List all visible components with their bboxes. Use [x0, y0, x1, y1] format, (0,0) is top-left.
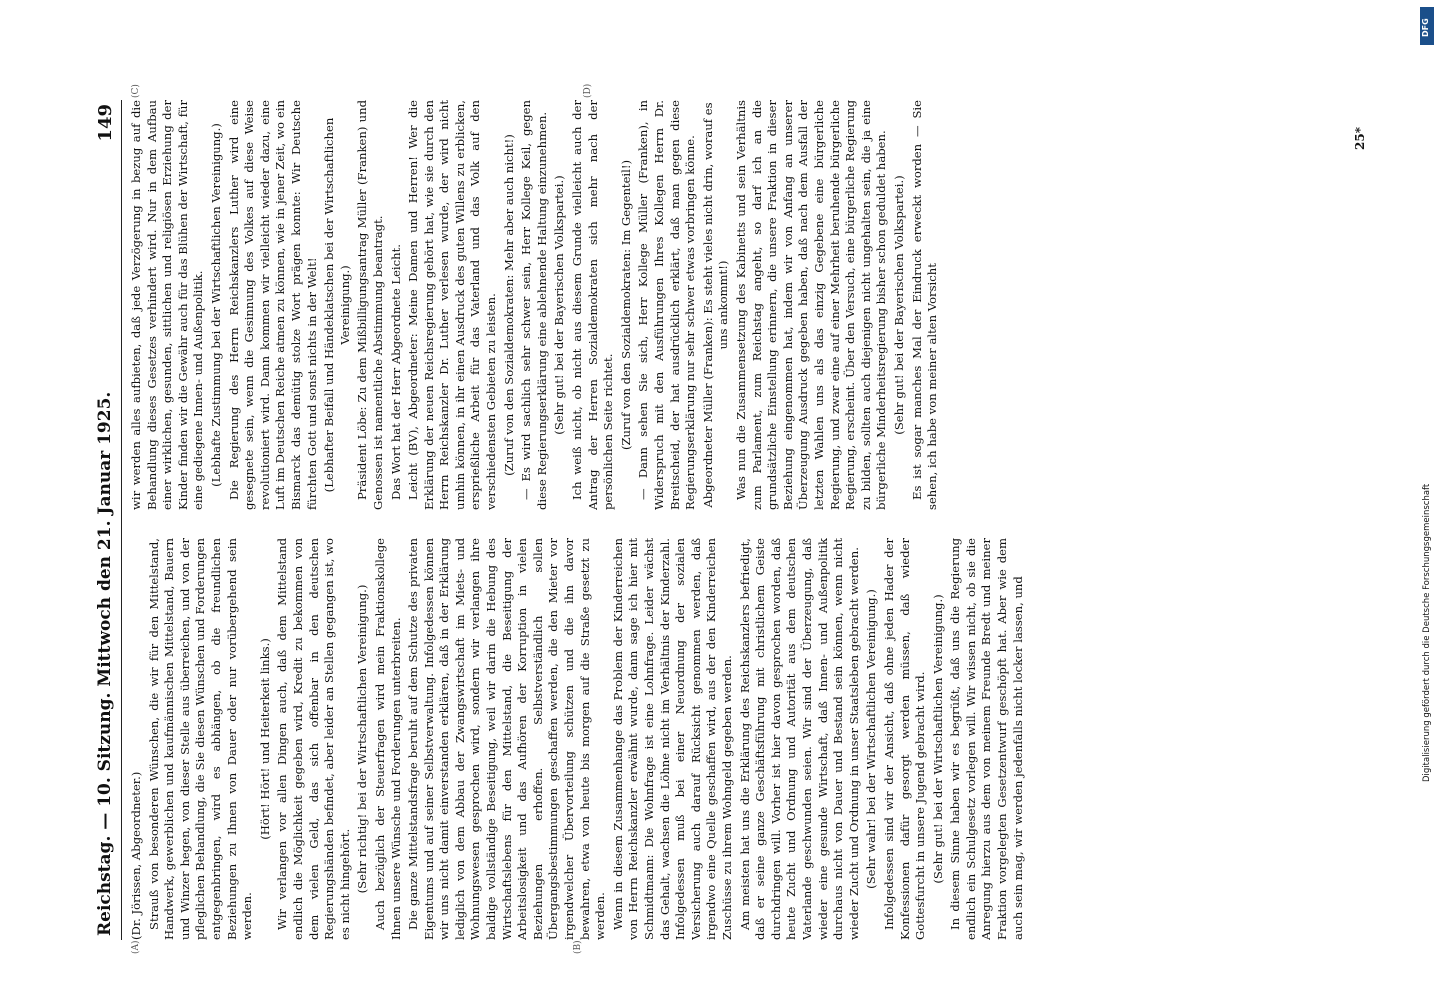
signature-mark: 25* [1353, 127, 1367, 150]
paragraph: Infolgedessen sind wir der Ansicht, daß ohne jeden Hader der Konfessionen dafür gesorgt werden müssen, daß wieder Gottesfurcht in unsere Jugend gebracht wird. [881, 538, 928, 940]
dfg-logo-text: DFG [1421, 18, 1430, 37]
paragraph: — Es wird sachlich sehr schwer sein, Herr Kollege Keil, gegen diese Regierungserklärung eine ablehnende Haltung einzunehmen. [519, 100, 549, 510]
interjection: (Sehr gut! bei der Bayerischen Volkspartei.) [552, 175, 567, 435]
speaker-line: (Dr. Jörissen, Abgeordneter.) [129, 771, 143, 940]
paragraph: Die Regierung des Herrn Reichskanzlers Luther wird eine gesegnete sein, wenn die Gesinnung des Volkes auf diese Weise revolutioniert wird. Dann kommen wir vielleicht wieder dazu, eine Luft im Deutschen Reiche atmen zu können, wie in jener Zeit, wo ein Bismarck das demütig stolze Wort prägen konnte: Wir Deutsche fürchten Gott und sonst nichts in der Welt! [226, 100, 319, 510]
president-statement: Präsident Löbe: Zu dem Mißbilligungsantrag Müller (Franken) und Genossen ist namentliche Abstimmung beantragt. [355, 100, 385, 510]
rotated-page-content [95, 83, 1385, 954]
paragraph: Was nun die Zusammensetzung des Kabinetts und sein Verhältnis zum Parlament, zum Reichstag angeht, so darf ich an die grundsätzliche Einstellung erinnern, die unsere Fraktion in dieser Beziehung eingenommen hat, indem wir von Anfang an unserer Überzeugung Ausdruck gegeben haben, daß nach dem Ausfall der letzten Wahlen uns als das einzig Gegebene eine bürgerliche Regierung, und zwar eine auf einer Mehrheit beruhende bürgerliche Regierung, erscheint. Über den Versuch, eine bürgerliche Regierung zu bilden, sollten auch diejenigen nicht ungehalten sein, die ja eine bürgerliche Minderheitsregierung bisher schon geduldet haben. [733, 100, 889, 510]
paragraph: Strauß von besonderen Wünschen, die wir für den Mittelstand, Handwerk, gewerblichen und kaufmännischen Mittelstand, Bauern und Winzer hegen, von dieser Stelle aus überreichen, und von der pfleglichen Behandlung, die Sie diesen Wünschen und Forderungen entgegenbringen, wird es abhängen, ob die freundlichen Beziehungen zu Ihnen von Dauer oder nur vorübergehend sein werden. [146, 538, 255, 940]
interjection: (Sehr wahr! bei der Wirtschaftlichen Vereinigung.) [864, 589, 879, 889]
text-column-left [129, 538, 1369, 940]
digitization-credit: Digitalisierung gefördert durch die Deutsche Forschungsgemeinschaft [1422, 483, 1432, 782]
paragraph: Wir verlangen vor allen Dingen auch, daß dem Mittelstand endlich die Möglichkeit gegeben wird, Kredit zu bekommen von dem vielen Geld, das sich offenbar in den deutschen Regierungshänden befindet, aber leider an Stellen gegangen ist, wo es nicht hingehört. [275, 538, 352, 940]
paragraph: Es ist sogar manches Mal der Eindruck erweckt worden — Sie sehen, ich habe von meiner alten Vorsicht [909, 100, 940, 510]
interjection: (Sehr gut! bei der Wirtschaftlichen Vereinigung.) [930, 594, 945, 884]
paragraph: Am meisten hat uns die Erklärung des Reichskanzlers befriedigt, daß er seine ganze Geschäftsführung mit christlichem Geiste durchdringen will. Vorher ist hier davon gesprochen worden, daß heute Zucht und Ordnung und Autorität aus dem deutschen Vaterlande geschwunden seien. Wir sind der Überzeugung, daß wieder eine gesunde Wirtschaft, daß Innen- und Außenpolitik durchaus nicht von Dauer und Bestand sein können, wenn nicht wieder Zucht und Ordnung in unser Staatsleben gebracht werden. [737, 538, 861, 940]
interjection: (Lebhafter Beifall und Händeklatschen bei der Wirtschaftlichen Vereinigung.) [322, 117, 352, 493]
paragraph: Ich weiß nicht, ob nicht aus diesem Grunde vielleicht auch der Antrag der Herren Sozialdemokraten sich mehr nach der persönlichen Seite richtet. [570, 100, 616, 510]
paragraph: wir werden alles aufbieten, daß jede Verzögerung in bezug auf die Behandlung dieses Gesetzes verhindert wird. Nur in dem Aufbau einer wirklichen, gesunden, sittlichen und religiösen Erziehung der Kinder finden wir die Gewähr auch für das Blühen der Wirtschaft, für eine gediegene Innen- und Außenpolitik. [129, 100, 206, 510]
text-column-right [129, 100, 1369, 510]
interjection: (Zuruf von den Sozialdemokraten: Im Gegenteil!) [618, 159, 633, 451]
speaker-paragraph: Leicht (BV), Abgeordneter: Meine Damen und Herren! Wer die Erklärung der neuen Reichsregierung gehört hat, wie sie durch den Herrn Reichskanzler Dr. Luther verlesen wurde, der wird nicht umhin können, in ihr einen Ausdruck des guten Willens zu erblicken, ersprießliche Arbeit für das Vaterland und das Volk auf den verschiedensten Gebieten zu leisten. [406, 100, 499, 510]
margin-mark-c: (C) [131, 84, 141, 98]
paragraph: Die ganze Mittelstandsfrage beruht auf dem Schutze des privaten Eigentums und auf seiner Selbstverwaltung. Infolgedessen können wir uns nicht damit einverstanden erklären, daß in der Erklärung lediglich von dem Abbau der Zwangswirtschaft im Miets- und Wohnungswesen gesprochen wird, sondern wir verlangen ihre baldige vollständige Beseitigung, weil wir darin die Hebung des Wirtschaftslebens für den Mittelstand, die Beseitigung der Arbeitslosigkeit und das Aufhören der Korruption in vielen Beziehungen erhoffen. Selbstverständlich sollen Übergangsbestimmungen geschaffen werden, die den Mieter vor irgendwelcher Übervorteilung schützen und die ihn davor bewahren, etwa von heute bis morgen auf die Straße gesetzt zu werden. [406, 538, 608, 940]
header-title: Reichstag. — 10. Sitzung. Mittwoch den 21. Januar 1925. [95, 391, 115, 936]
page-number: 149 [95, 104, 116, 142]
page-header [95, 100, 122, 940]
margin-mark-a: (A) [131, 940, 141, 954]
interjection: (Lebhafte Zustimmung bei der Wirtschaftlichen Vereinigung.) [208, 123, 223, 487]
interjection: (Sehr gut! bei der Bayerischen Volkspartei.) [891, 175, 906, 435]
margin-mark-b: (B) [573, 940, 583, 954]
interjection: (Hört! Hört! und Heiterkeit links.) [257, 638, 272, 840]
interjection: (Zuruf von den Sozialdemokraten: Mehr aber auch nicht!) [501, 134, 516, 476]
paragraph: Auch bezüglich der Steuerfragen wird mein Fraktionskollege Ihnen unsere Wünsche und Forderungen unterbreiten. [372, 538, 403, 940]
paragraph: In diesem Sinne haben wir es begrüßt, daß uns die Regierung endlich ein Schulgesetz vorlegen will. Wir wissen nicht, ob sie die Anregung hierzu aus dem von meinem Freunde Bredt und meiner Fraktion vorgelegten Gesetzentwurf geschöpft hat. Aber wie dem auch sein mag, wir werden jedenfalls nicht locker lassen, und [948, 538, 1025, 940]
paragraph: Wenn in diesem Zusammenhange das Problem der Kinderreichen von Herrn Reichskanzler erwähnt wurde, dann sage ich hier mit Schmidtmann: Die Wohnfrage ist eine Lohnfrage. Leider wächst das Gehalt, wachsen die Löhne nicht im Verhältnis der Kinderzahl. Infolgedessen muß bei einer Neuordnung der sozialen Versicherung auch darauf Rücksicht genommen werden, daß irgendwo eine Quelle geschaffen wird, aus der den Kinderreichen Zuschüsse zu ihrem Wohngeld gegeben werden. [610, 538, 734, 940]
digitization-sidebar [1420, 7, 1434, 782]
margin-mark-d: (D) [583, 83, 593, 98]
interjection: (Sehr richtig! bei der Wirtschaftlichen Vereinigung.) [355, 584, 370, 894]
interjection: Abgeordneter Müller (Franken): Es steht vieles nicht drin, worauf es uns ankommt!) [700, 102, 731, 508]
paragraph: Das Wort hat der Herr Abgeordnete Leicht. [388, 244, 403, 500]
dfg-logo [1420, 7, 1434, 45]
paragraph: — Dann sehen Sie sich, Herr Kollege Müller (Franken), in Widerspruch mit den Ausführungen Ihres Kollegen Herrn Dr. Breitscheid, der hat ausdrücklich erklärt, daß man gegen diese Regierungserklärung nur sehr schwer etwas vorbringen könne. [636, 100, 698, 510]
